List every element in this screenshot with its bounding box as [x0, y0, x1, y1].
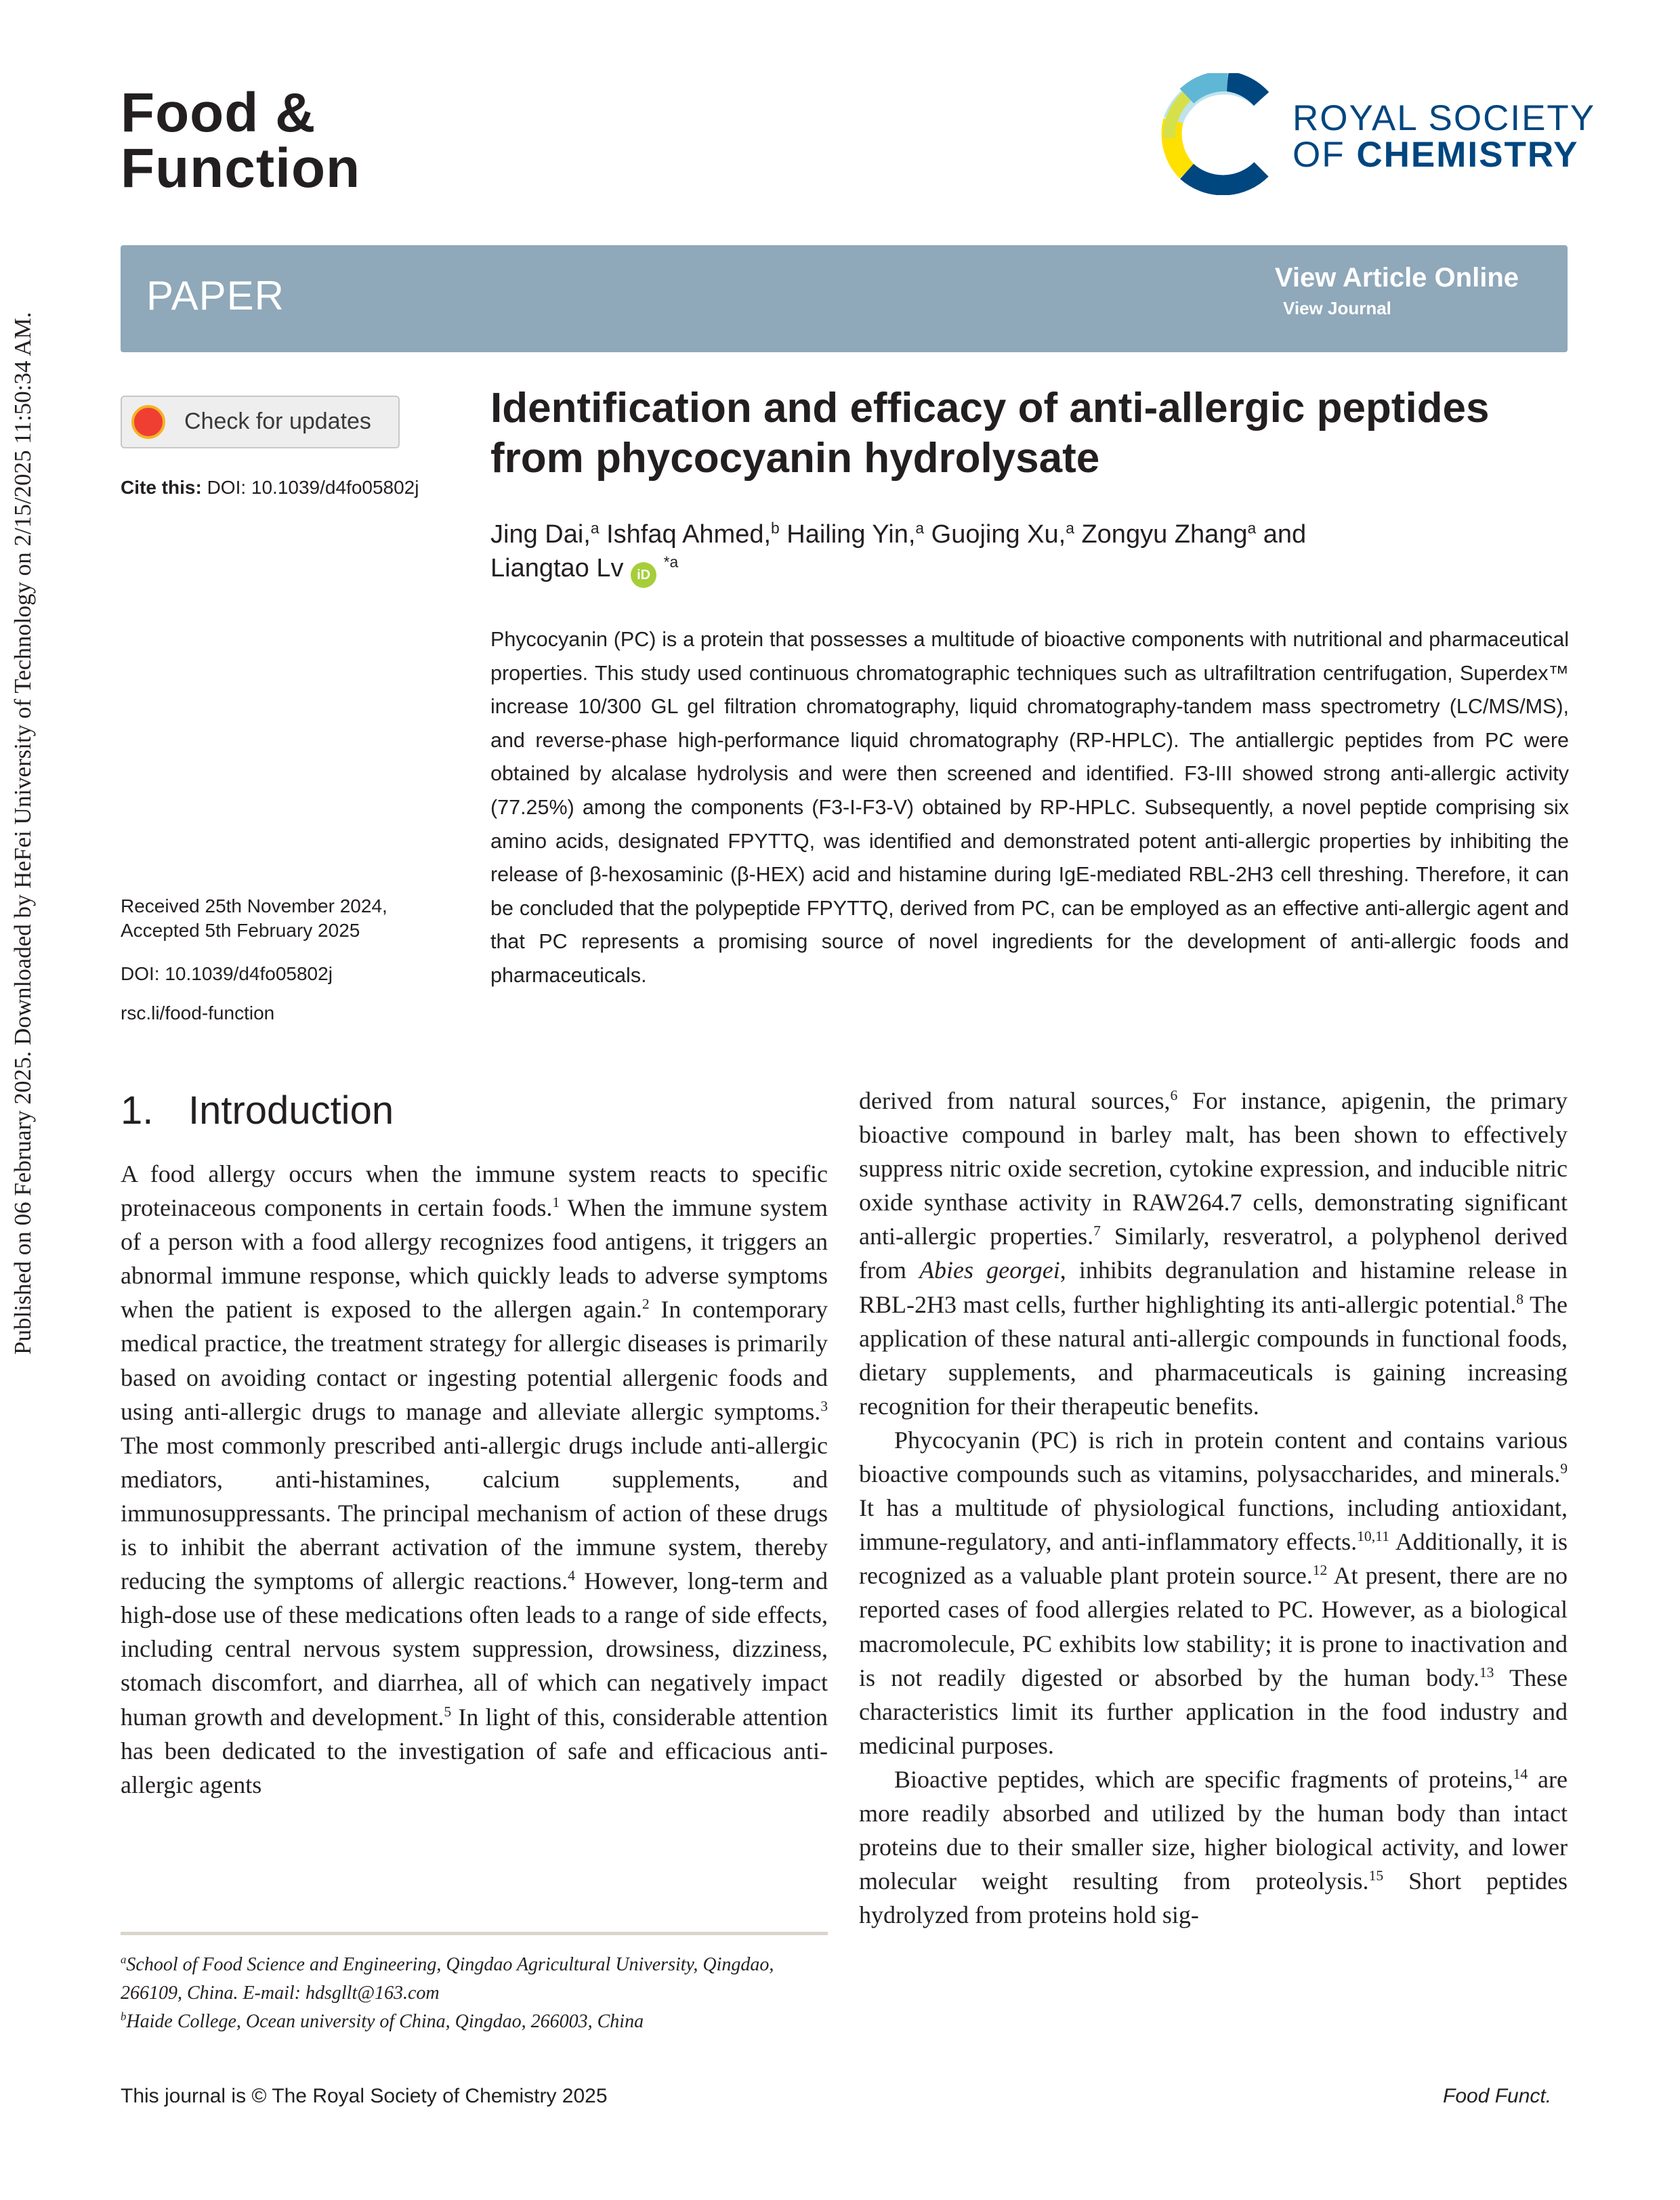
- cite-label: Cite this:: [121, 477, 202, 498]
- rsc-emblem-icon: [1160, 73, 1282, 195]
- publisher-of: OF: [1293, 135, 1357, 175]
- citation-ref[interactable]: 14: [1513, 1765, 1528, 1782]
- author-name[interactable]: Liangtao Lv: [490, 554, 624, 583]
- journal-link[interactable]: rsc.li/food-function: [121, 1002, 275, 1023]
- species-name: Abies georgei: [919, 1256, 1060, 1284]
- author-name[interactable]: Zongyu Zhang: [1074, 520, 1248, 549]
- affiliation-mark: a: [1066, 519, 1074, 537]
- cite-this: [121, 477, 419, 499]
- publisher-name-line1: ROYAL SOCIETY: [1293, 98, 1596, 138]
- footnote-b: $^b$Haide College, Ocean university of China, Qingdao, 266003, China: [121, 2010, 644, 2032]
- paragraph: Bioactive peptides, which are specific fragments of proteins,$^{14}$ are more readily absorbed and utilized by the human body than intact proteins due to their smaller size, higher biological activity, and lower molecular weight resulting from proteolysis.$^{15}$ Short peptides hydrolyzed from proteins hold sig-: [859, 1765, 1568, 1929]
- view-journal-link[interactable]: View Journal: [1283, 298, 1391, 318]
- affiliation-mark: *a: [663, 553, 679, 571]
- accepted-date: Accepted 5th February 2025: [121, 920, 360, 941]
- citation-ref[interactable]: 3: [820, 1397, 828, 1414]
- check-for-updates-button[interactable]: [121, 396, 400, 448]
- affiliation-mark: a: [915, 519, 925, 537]
- crossmark-icon: [131, 405, 165, 439]
- paragraph: A food allergy occurs when the immune system reacts to specific proteinaceous components in certain foods.$^1$ When the immune system of a person with a food allergy recognizes food antigens, it triggers an abnormal immune response, which quickly leads to adverse symptoms when the patient is exposed to the allergen again.$^2$ In contemporary medical practice, the treatment strategy for allergic diseases is primarily based on avoiding contact or ingesting potential allergenic foods and using anti-allergic drugs to manage and alleviate allergic symptoms.$^3$ The most commonly prescribed anti-allergic drugs include anti-allergic mediators, anti-histamines, calcium supplements, and immunosuppressants. The principal mechanism of action of these drugs is to inhibit the aberrant activation of the immune system, thereby reducing the symptoms of allergic reactions.$^4$ However, long-term and high-dose use of these medications often leads to a range of side effects, including central nervous system suppression, drowsiness, dizziness, stomach discomfort, and diarrhea, all of which can negatively impact human growth and development.$^5$ In light of this, considerable attention has been dedicated to the investigation of safe and efficacious anti-allergic agents: [121, 1160, 828, 1798]
- citation-ref[interactable]: 7: [1093, 1223, 1101, 1240]
- section-title: Introduction: [188, 1088, 394, 1133]
- orcid-icon[interactable]: iD: [631, 562, 656, 588]
- copyright-footer: This journal is © The Royal Society of Chemistry 2025: [121, 2085, 608, 2107]
- right-column: [859, 1084, 1568, 1932]
- citation-ref[interactable]: 13: [1479, 1664, 1494, 1680]
- article-type-banner: [121, 245, 1568, 352]
- affiliation-mark: b: [771, 519, 780, 537]
- author-list: [490, 517, 1574, 588]
- citation-ref[interactable]: 8: [1516, 1290, 1524, 1307]
- footnote-divider: [121, 1932, 828, 1935]
- download-stamp: Published on 06 February 2025. Downloaded by HeFei University of Technology on 2/15/2025 11:50:34 AM.: [9, 312, 36, 1355]
- affiliation-mark: a: [590, 519, 600, 537]
- author-name[interactable]: Hailing Yin,: [779, 520, 916, 549]
- left-column: [121, 1088, 828, 1802]
- citation-ref[interactable]: 10,11: [1357, 1528, 1389, 1545]
- affiliation-mark: a: [1247, 519, 1257, 537]
- received-date: Received 25th November 2024,: [121, 895, 387, 916]
- paragraph: Phycocyanin (PC) is rich in protein content and contains various bioactive compounds such as vitamins, polysaccharides, and minerals.$^9$ It has a multitude of physiological functions, including antioxidant, immune-regulatory, and anti-inflammatory effects.$^{10,11}$ Additionally, it is recognized as a valuable plant protein source.$^{12}$ At present, there are no reported cases of food allergies related to PC. However, as a biological macromolecule, PC exhibits low stability; it is prone to inactivation and is not readily digested or absorbed by the human body.$^{13}$ These characteristics limit its further application in the food industry and medicinal purposes.: [859, 1426, 1568, 1759]
- article-type-label: PAPER: [146, 273, 285, 318]
- author-conjunction: and: [1256, 520, 1307, 549]
- journal-name-line1: Food &: [121, 82, 316, 144]
- footnote-a: $^a$School of Food Science and Engineering, Qingdao Agricultural University, Qingdao, 266109, China. E-mail: hdsgllt@163.com: [121, 1953, 774, 2004]
- citation-ref[interactable]: 15: [1368, 1867, 1384, 1884]
- author-name[interactable]: Guojing Xu,: [924, 520, 1066, 549]
- received-dates: [121, 894, 432, 943]
- check-for-updates-label: Check for updates: [184, 408, 371, 434]
- doi[interactable]: DOI: 10.1039/d4fo05802j: [121, 963, 333, 984]
- citation-ref[interactable]: 12: [1312, 1562, 1328, 1579]
- view-article-online-link[interactable]: View Article Online: [1274, 263, 1519, 293]
- author-name[interactable]: Jing Dai,: [490, 520, 591, 549]
- journal-abbrev-footer: Food Funct.: [1443, 2085, 1552, 2107]
- citation-ref[interactable]: 1: [552, 1194, 560, 1211]
- section-heading: [121, 1088, 828, 1134]
- citation-ref[interactable]: 4: [568, 1567, 575, 1584]
- affiliation-footnotes: [121, 1951, 828, 2036]
- citation-ref[interactable]: 2: [642, 1296, 650, 1313]
- citation-ref[interactable]: 9: [1560, 1460, 1568, 1477]
- article-title: Identification and efficacy of anti-allergic peptides from phycocyanin hydrolysate: [490, 385, 1490, 482]
- author-name[interactable]: Ishfaq Ahmed,: [599, 520, 772, 549]
- cite-doi[interactable]: DOI: 10.1039/d4fo05802j: [207, 477, 419, 498]
- section-number: 1.: [121, 1088, 154, 1133]
- citation-ref[interactable]: 5: [444, 1703, 452, 1720]
- publisher-name-line2: [1293, 134, 1579, 175]
- publisher-logo[interactable]: [1160, 73, 1596, 195]
- abstract: Phycocyanin (PC) is a protein that possesses a multitude of bioactive components with nutritional and pharmaceutical properties. This study used continuous chromatographic techniques such as ultrafiltration centrifugation, Superdex™ increase 10/300 GL gel filtration chromatography, liquid chromatography-tandem mass spectrometry (LC/MS/MS), and reverse-phase high-performance liquid chromatography (RP-HPLC). The antiallergic peptides from PC were obtained by alcalase hydrolysis and were then screened and identified. F3-III showed strong anti-allergic activity (77.25%) among the components (F3-I-F3-V) obtained by RP-HPLC. Subsequently, a novel peptide comprising six amino acids, designated FPYTTQ, was identified and demonstrated potent anti-allergic properties by inhibiting the release of β-hexosaminic (β-HEX) acid and histamine during IgE-mediated RBL-2H3 cell threshing. Therefore, it can be concluded that the polypeptide FPYTTQ, derived from PC, can be employed as an effective anti-allergic agent and that PC represents a promising source of novel ingredients for the development of anti-allergic foods and pharmaceuticals.: [490, 628, 1569, 987]
- publisher-chemistry: CHEMISTRY: [1356, 135, 1579, 175]
- journal-name-line2: Function: [121, 138, 361, 199]
- citation-ref[interactable]: 6: [1170, 1087, 1178, 1103]
- journal-name: [121, 82, 361, 199]
- paragraph: derived from natural sources,$^6$ For instance, apigenin, the primary bioactive compound in barley malt, has been shown to effectively suppress nitric oxide secretion, cytokine expression, and inducible nitric oxide synthase activity in RAW264.7 cells, demonstrating significant anti-allergic properties.$^7$ Similarly, resveratrol, a polyphenol derived from Abies georgei, inhibits degranulation and histamine release in RBL-2H3 mast cells, further highlighting its anti-allergic potential.$^8$ The application of these natural anti-allergic compounds in functional foods, dietary supplements, and pharmaceuticals is gaining increasing recognition for their therapeutic benefits.: [859, 1087, 1568, 1420]
